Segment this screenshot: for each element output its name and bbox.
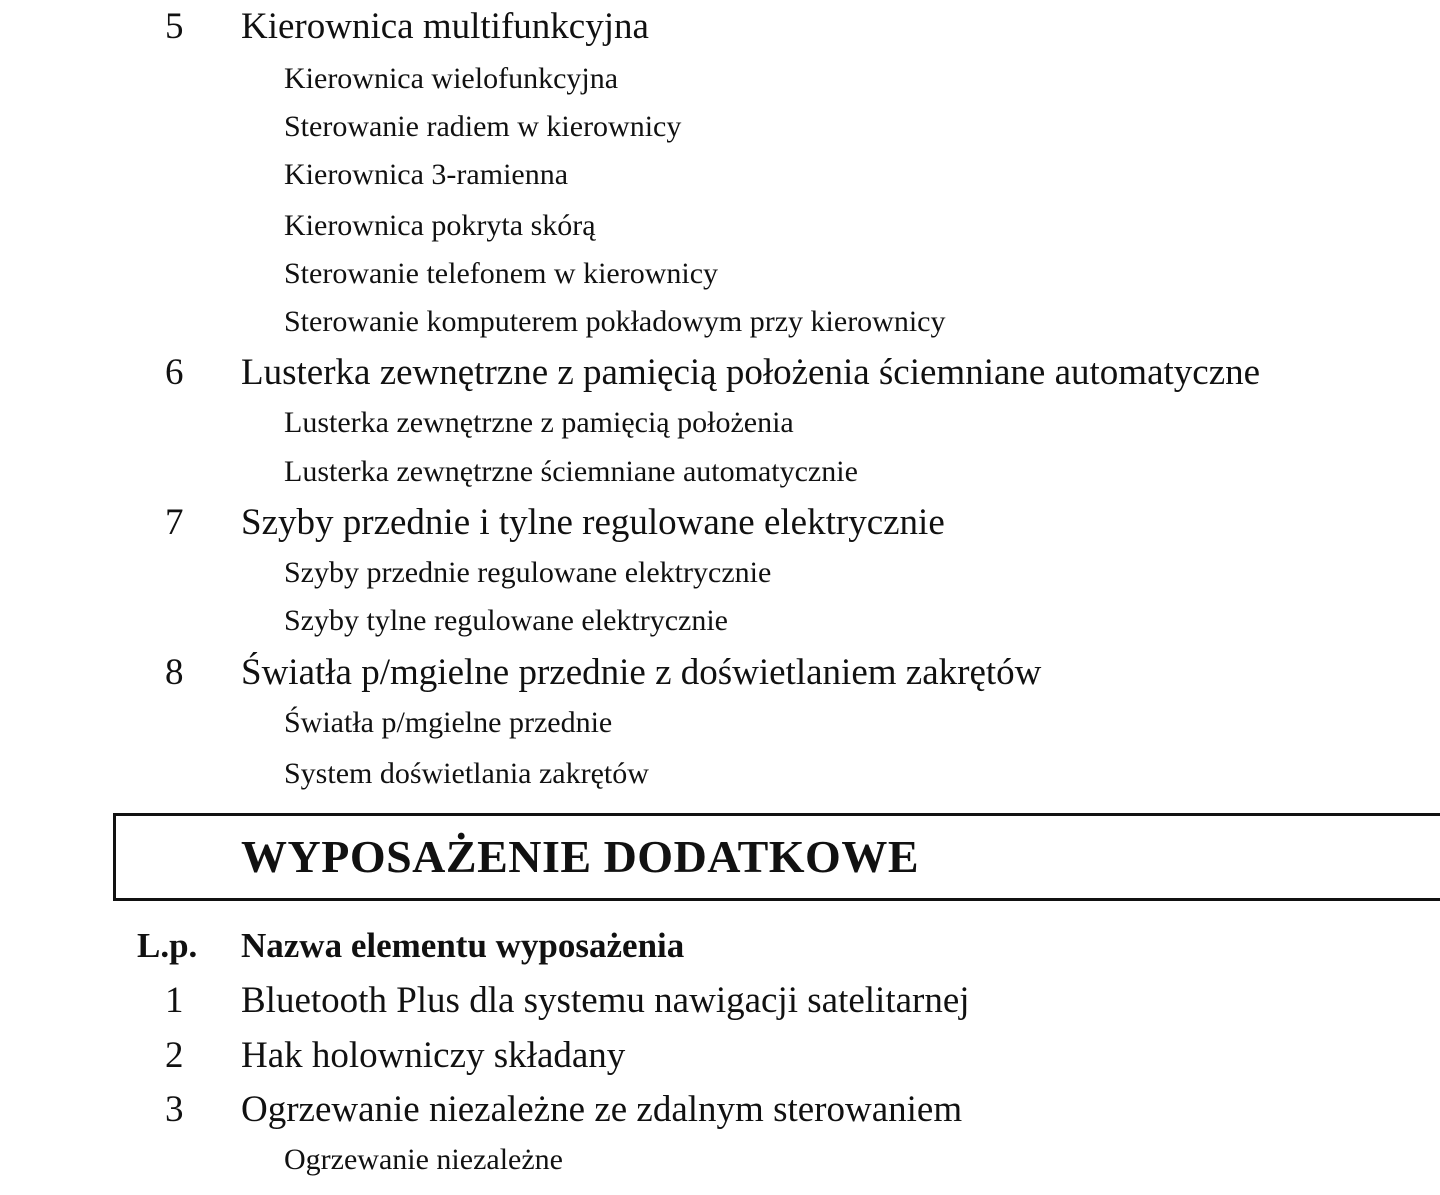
equipment-subitem: System doświetlania zakrętów [284, 757, 649, 790]
item-number: 3 [165, 1089, 184, 1130]
equipment-item-title: Światła p/mgielne przednie z doświetlaniem zakrętów [241, 652, 1042, 693]
item-number: 5 [165, 6, 184, 47]
equipment-subitem: Kierownica 3-ramienna [284, 158, 569, 191]
item-number: 2 [165, 1035, 184, 1076]
equipment-subitem: Szyby tylne regulowane elektrycznie [284, 604, 728, 637]
equipment-subitem: Ogrzewanie niezależne [284, 1143, 563, 1176]
equipment-item-title: Kierownica multifunkcyjna [241, 6, 649, 47]
equipment-subitem: Lusterka zewnętrzne z pamięcią położenia [284, 406, 794, 439]
equipment-item-title: Bluetooth Plus dla systemu nawigacji satelitarnej [241, 980, 970, 1021]
equipment-item-title: Hak holowniczy składany [241, 1035, 626, 1076]
equipment-item-title: Szyby przednie i tylne regulowane elektrycznie [241, 502, 945, 543]
equipment-item-title: Lusterka zewnętrzne z pamięcią położenia ściemniane automatyczne [241, 352, 1261, 393]
equipment-subitem: Sterowanie komputerem pokładowym przy kierownicy [284, 305, 946, 338]
equipment-subitem: Lusterka zewnętrzne ściemniane automatycznie [284, 455, 858, 488]
equipment-subitem: Sterowanie radiem w kierownicy [284, 110, 682, 143]
column-header-name: Nazwa elementu wyposażenia [241, 926, 685, 965]
item-number: 1 [165, 980, 184, 1021]
equipment-subitem: Kierownica pokryta skórą [284, 209, 596, 242]
equipment-subitem: Sterowanie telefonem w kierownicy [284, 257, 719, 290]
item-number: 8 [165, 652, 184, 693]
equipment-subitem: Szyby przednie regulowane elektrycznie [284, 556, 772, 589]
item-number: 7 [165, 502, 184, 543]
item-number: 6 [165, 352, 184, 393]
equipment-item-title: Ogrzewanie niezależne ze zdalnym sterowaniem [241, 1089, 963, 1130]
equipment-subitem: Światła p/mgielne przednie [284, 706, 613, 739]
equipment-subitem: Kierownica wielofunkcyjna [284, 62, 619, 95]
column-header-lp: L.p. [137, 926, 198, 965]
section-title: WYPOSAŻENIE DODATKOWE [241, 831, 920, 882]
